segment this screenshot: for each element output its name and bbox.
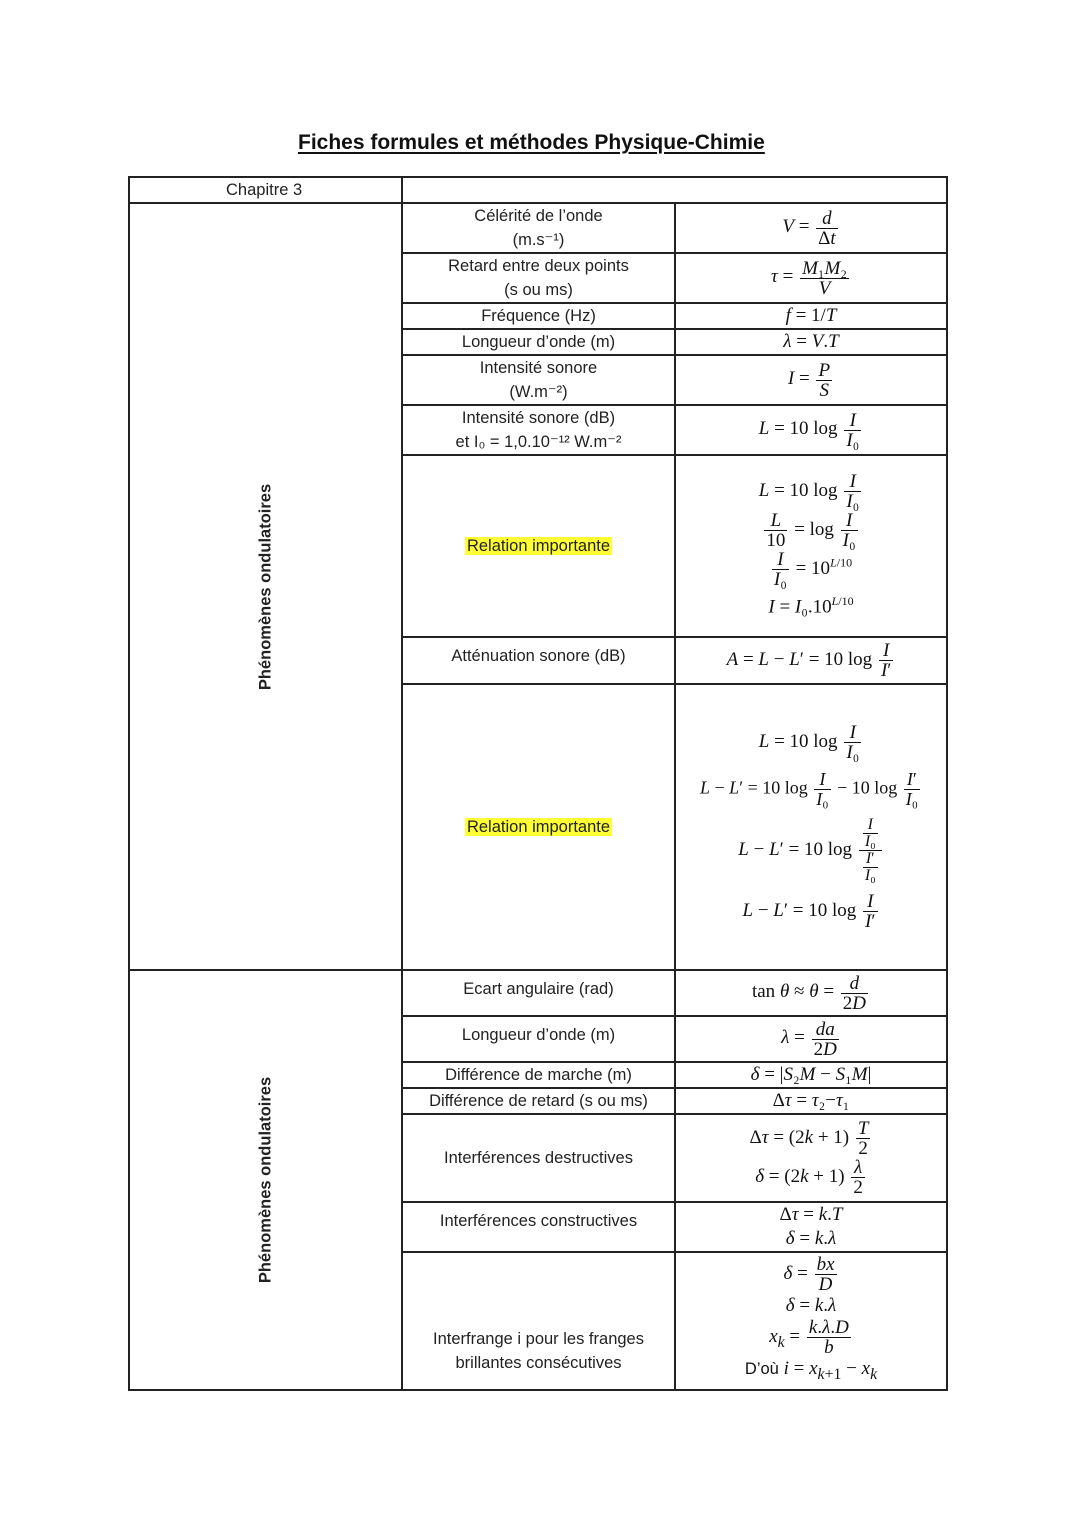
page-title: Fiches formules et méthodes Physique-Chimie: [298, 131, 765, 154]
row-label-interf-destructives: Interférences destructives: [402, 1114, 675, 1202]
formula-relation-1: L = 10 log $\frac{I}{\text{I₀}}$ $\frac{L}{10}$ = log $\frac{I}{\text{I₀}}$ $\frac{I}{\text{I₀}}$ = $10^{L/10}$ $I = I_0.10^{L/10}$: [675, 455, 947, 637]
section-label: Phénomènes ondulatoires: [256, 1076, 274, 1284]
header-empty-cell: [402, 177, 947, 203]
formula-difference-retard: Δτ = τ₂−τ₁: [675, 1088, 947, 1114]
row-label-intensite-db: Intensité sonore (dB) et I₀ = 1,0.10⁻¹² W.m⁻²: [402, 405, 675, 455]
table-row: [129, 203, 947, 253]
section-label: Phénomènes ondulatoires: [256, 483, 274, 690]
formula-interfrange: δ = $\frac{bx}{D}$ δ = k.λ $x_k$ = $\frac{k.\lambda.D}{b}$ D’où $i = x_{k+1} - x_k$: [675, 1252, 947, 1390]
formula-retard: τ = $\frac{\text{M₁M₂}}{V}$: [675, 253, 947, 303]
section-label-cell: [129, 203, 402, 970]
highlight-relation: Relation importante: [466, 818, 611, 836]
row-label-interfrange: Interfrange i pour les franges brillantes consécutives: [402, 1252, 675, 1390]
dou-label: D’où: [744, 1360, 779, 1379]
formula-intensite-db: L = 10 log $\frac{I}{\text{I₀}}$: [675, 405, 947, 455]
formula-difference-marche: δ = |S₂M − S₁M|: [675, 1062, 947, 1088]
formula-interf-constructives: Δτ = k.T δ = k.λ: [675, 1202, 947, 1252]
table-header-row: [129, 177, 947, 203]
row-label-longueur-onde-2: Longueur d’onde (m): [402, 1016, 675, 1062]
formula-attenuation: A = L − L′ = 10 log $\frac{I}{I'}$: [675, 637, 947, 684]
formula-celerite: V = $\frac{d}{\Delta t}$: [675, 203, 947, 253]
row-label-frequence: Fréquence (Hz): [402, 303, 675, 329]
table-row: [129, 970, 947, 1016]
chapter-label: Chapitre 3: [129, 177, 402, 203]
row-label-relation-2: [402, 684, 675, 970]
formula-longueur-onde: λ = V.T: [675, 329, 947, 355]
row-label-intensite: Intensité sonore (W.m⁻²): [402, 355, 675, 405]
row-label-ecart-angulaire: Ecart angulaire (rad): [402, 970, 675, 1016]
formula-interf-destructives: Δτ = (2k + 1) $\frac{T}{2}$ δ = (2k + 1) $\frac{\lambda}{2}$: [675, 1114, 947, 1202]
formula-relation-2: L = 10 log $\frac{I}{\text{I₀}}$ L − L′ = 10 log $\frac{I}{\text{I₀}}$ − 10 log $\frac{I'}{\text{I₀}}$ L − L′ = 10 log $\frac{\frac{I}{\text{I₀}}}{\frac{I'}{\text{I₀}}}$ L − L′ = 10 log $\frac{I}{I'}$: [675, 684, 947, 970]
row-label-difference-marche: Différence de marche (m): [402, 1062, 675, 1088]
row-label-relation-1: [402, 455, 675, 637]
row-label-celerite: Célérité de l’onde (m.s⁻¹): [402, 203, 675, 253]
row-label-attenuation: Atténuation sonore (dB): [402, 637, 675, 684]
formula-ecart-angulaire: tan θ ≈ θ = $\frac{d}{2D}$: [675, 970, 947, 1016]
row-label-longueur-onde: Longueur d’onde (m): [402, 329, 675, 355]
row-label-difference-retard: Différence de retard (s ou ms): [402, 1088, 675, 1114]
formula-longueur-onde-2: λ = $\frac{da}{2D}$: [675, 1016, 947, 1062]
row-label-interf-constructives: Interférences constructives: [402, 1202, 675, 1252]
section-label-cell: [129, 970, 402, 1390]
formula-intensite: I = $\frac{P}{S}$: [675, 355, 947, 405]
row-label-retard: Retard entre deux points (s ou ms): [402, 253, 675, 303]
formula-table: [128, 176, 948, 1391]
highlight-relation: Relation importante: [466, 537, 611, 555]
formula-frequence: f = 1/T: [675, 303, 947, 329]
